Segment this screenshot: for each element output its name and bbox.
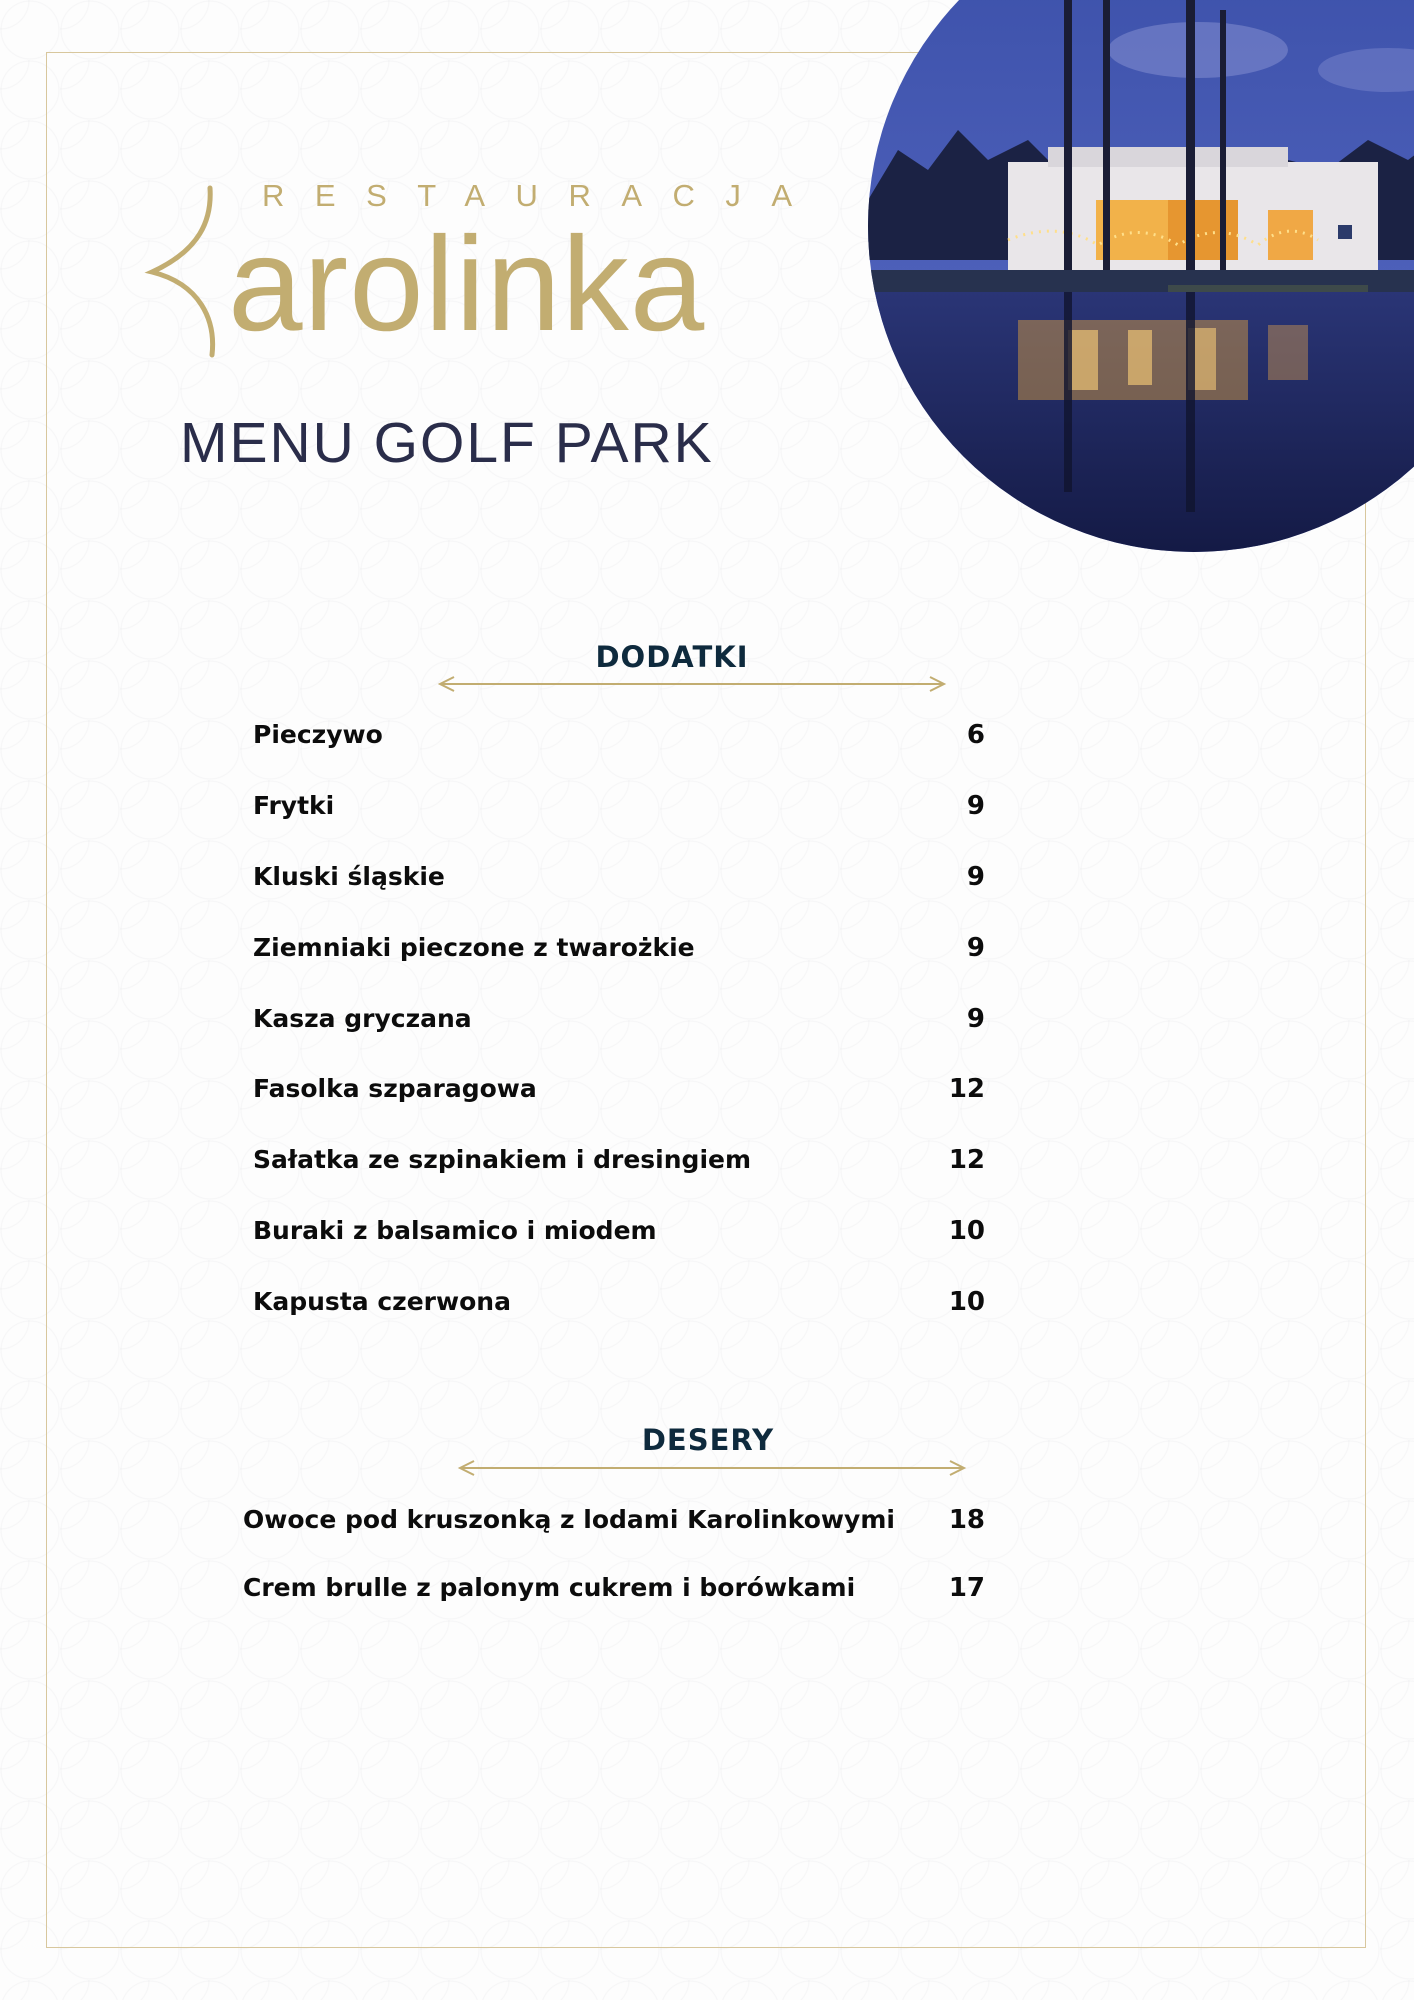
menu-item-price: 6	[966, 720, 985, 750]
menu-item-name: Fasolka szparagowa	[253, 1074, 537, 1103]
brand-subtitle: RESTAURACJA	[262, 178, 823, 213]
menu-item-row	[253, 1287, 985, 1327]
menu-item-name: Kasza gryczana	[253, 1004, 472, 1033]
menu-item-row	[253, 1074, 985, 1114]
menu-item-row	[253, 1216, 985, 1256]
menu-item-price: 9	[966, 862, 985, 892]
menu-item-price: 12	[948, 1074, 985, 1104]
menu-item-name: Sałatka ze szpinakiem i dresingiem	[253, 1145, 752, 1174]
menu-item-name: Frytki	[253, 791, 335, 820]
menu-item-price: 10	[948, 1287, 985, 1317]
section-title-desery: DESERY	[641, 1423, 775, 1457]
section-divider-arrow-icon	[456, 1458, 968, 1478]
menu-item-row	[253, 933, 985, 973]
menu-title: MENU GOLF PARK	[180, 411, 714, 475]
menu-item-row	[253, 720, 985, 760]
section-divider-arrow-icon	[436, 674, 948, 694]
menu-item-row	[243, 1573, 985, 1613]
brand-logo-k-icon	[130, 180, 240, 360]
menu-item-row	[253, 1004, 985, 1044]
section-title-dodatki: DODATKI	[595, 640, 749, 674]
menu-item-name: Kapusta czerwona	[253, 1287, 511, 1316]
menu-item-price: 12	[948, 1145, 985, 1175]
menu-item-name: Buraki z balsamico i miodem	[253, 1216, 657, 1245]
menu-item-name: Kluski śląskie	[253, 862, 445, 891]
menu-item-name: Crem brulle z palonym cukrem i borówkami	[243, 1573, 856, 1602]
menu-item-price: 17	[948, 1573, 985, 1603]
menu-item-row	[253, 862, 985, 902]
menu-item-price: 9	[966, 1004, 985, 1034]
menu-item-name: Owoce pod kruszonką z lodami Karolinkowymi	[243, 1505, 895, 1534]
menu-item-row	[243, 1505, 985, 1545]
menu-item-row	[253, 791, 985, 831]
menu-item-price: 9	[966, 791, 985, 821]
brand-name: arolinka	[228, 210, 706, 359]
menu-item-row	[253, 1145, 985, 1185]
menu-item-name: Ziemniaki pieczone z twarożkie	[253, 933, 695, 962]
menu-item-price: 18	[948, 1505, 985, 1535]
menu-item-name: Pieczywo	[253, 720, 383, 749]
menu-item-price: 10	[948, 1216, 985, 1246]
menu-item-price: 9	[966, 933, 985, 963]
